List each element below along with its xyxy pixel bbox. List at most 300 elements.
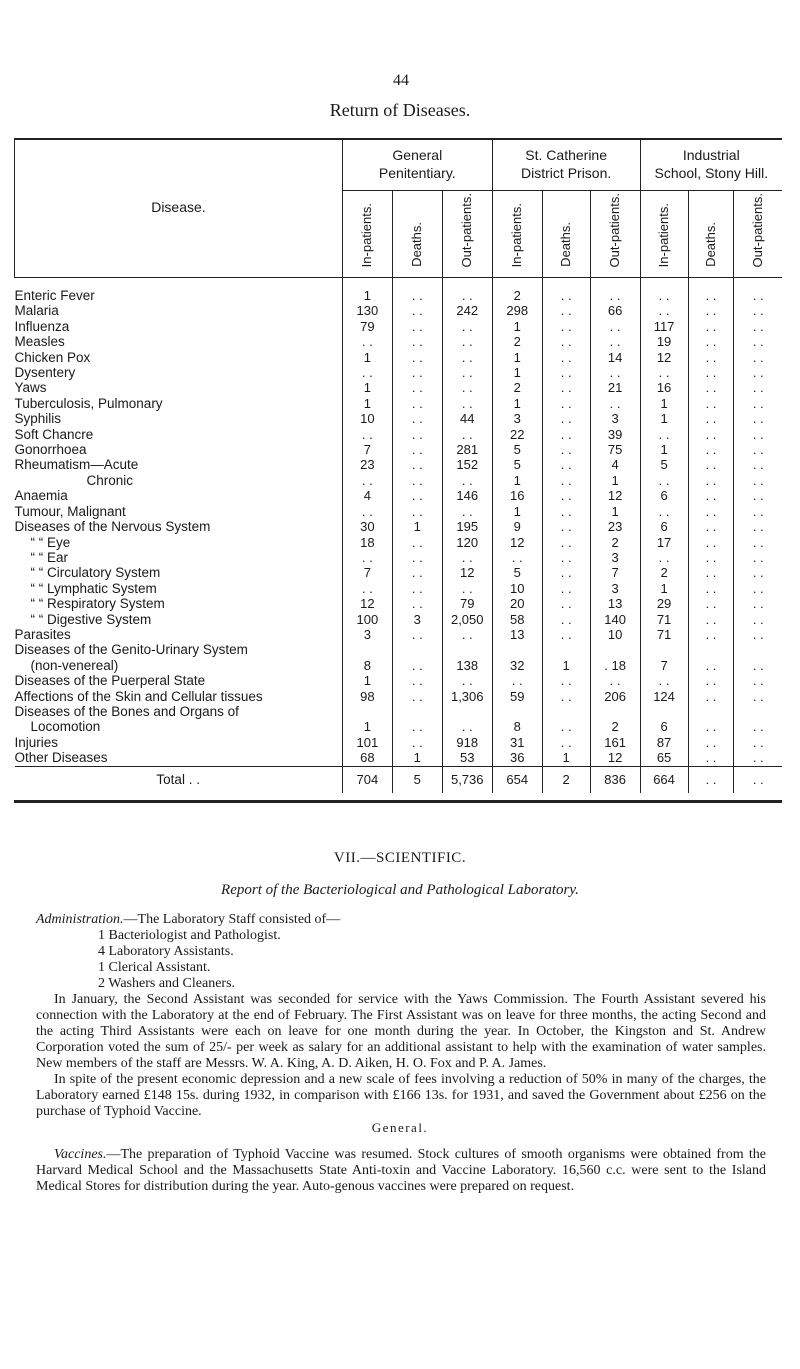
cell-value: 5 bbox=[492, 457, 542, 472]
cell-value: . . bbox=[734, 612, 782, 627]
cell-value: 5 bbox=[492, 442, 542, 457]
cell-value: . . bbox=[734, 278, 782, 304]
cell-value bbox=[392, 704, 442, 719]
cell-value: 12 bbox=[590, 488, 640, 503]
cell-value: 1,306 bbox=[442, 689, 492, 704]
table-row bbox=[15, 673, 783, 688]
disease-name: Yaws bbox=[14, 380, 47, 396]
cell-value: . . bbox=[392, 396, 442, 411]
administration-intro-text: —The Laboratory Staff consisted of— bbox=[123, 912, 341, 927]
disease-name: Soft Chancre bbox=[14, 426, 94, 442]
cell-value: 71 bbox=[640, 627, 688, 642]
cell-value: . . bbox=[640, 550, 688, 565]
disease-name: Locomotion bbox=[30, 719, 101, 735]
cell-value: 117 bbox=[640, 319, 688, 334]
cell-value: 918 bbox=[442, 735, 492, 750]
subcolumn-header bbox=[542, 191, 590, 278]
cell-value: 2 bbox=[590, 535, 640, 550]
cell-value: . . bbox=[734, 750, 782, 766]
group-header-line: District Prison. bbox=[521, 165, 612, 181]
table-row bbox=[15, 303, 783, 318]
cell-value: 664 bbox=[640, 766, 688, 793]
cell-value: 146 bbox=[442, 488, 492, 503]
cell-value: . . bbox=[734, 519, 782, 534]
table-row bbox=[15, 565, 783, 580]
total-row bbox=[15, 766, 783, 793]
disease-name: Syphilis bbox=[14, 411, 62, 427]
cell-value: . . bbox=[688, 658, 734, 673]
cell-value: 138 bbox=[442, 658, 492, 673]
cell-value: . . bbox=[688, 581, 734, 596]
cell-value: 5 bbox=[492, 565, 542, 580]
cell-value: 206 bbox=[590, 689, 640, 704]
cell-value: . . bbox=[542, 519, 590, 534]
cell-value: . . bbox=[590, 334, 640, 349]
cell-value: 79 bbox=[342, 319, 392, 334]
cell-value: . . bbox=[542, 442, 590, 457]
cell-value: . . bbox=[342, 334, 392, 349]
cell-value: . . bbox=[542, 411, 590, 426]
disease-name: Injuries bbox=[14, 734, 59, 750]
subcolumn-label: In-patients. bbox=[359, 202, 375, 267]
cell-value: . . bbox=[688, 673, 734, 688]
table-row bbox=[15, 535, 783, 550]
cell-value: . 18 bbox=[590, 658, 640, 673]
cell-value: 71 bbox=[640, 612, 688, 627]
cell-value: 2 bbox=[492, 278, 542, 304]
cell-value: 2 bbox=[590, 719, 640, 734]
table-row bbox=[15, 334, 783, 349]
cell-value: 2,050 bbox=[442, 612, 492, 627]
cell-value bbox=[542, 704, 590, 719]
cell-value: 2 bbox=[640, 565, 688, 580]
table-row bbox=[15, 719, 783, 734]
disease-name: Tumour, Malignant bbox=[14, 503, 126, 519]
cell-value: 12 bbox=[640, 350, 688, 365]
cell-value: . . bbox=[688, 319, 734, 334]
disease-name: Diseases of the Bones and Organs of bbox=[14, 703, 239, 719]
group-header-district-prison bbox=[492, 138, 640, 191]
cell-value: . . bbox=[734, 565, 782, 580]
report-body bbox=[36, 912, 766, 1120]
cell-value: . . bbox=[688, 519, 734, 534]
table-row bbox=[15, 550, 783, 565]
cell-value: 1 bbox=[492, 350, 542, 365]
cell-value: 31 bbox=[492, 735, 542, 750]
cell-value: . . bbox=[734, 427, 782, 442]
cell-value: 29 bbox=[640, 596, 688, 611]
cell-value: 39 bbox=[590, 427, 640, 442]
report-title: Report of the Bacteriological and Pathological Laboratory. bbox=[221, 882, 579, 898]
cell-value: . . bbox=[442, 380, 492, 395]
cell-value: . . bbox=[688, 719, 734, 734]
cell-value: . . bbox=[392, 427, 442, 442]
cell-value bbox=[442, 642, 492, 657]
cell-value: 3 bbox=[590, 411, 640, 426]
table-row bbox=[15, 442, 783, 457]
cell-value: 6 bbox=[640, 719, 688, 734]
cell-value: . . bbox=[442, 365, 492, 380]
cell-value: . . bbox=[442, 719, 492, 734]
cell-value: . . bbox=[342, 473, 392, 488]
cell-value: 1 bbox=[542, 658, 590, 673]
cell-value: . . bbox=[392, 535, 442, 550]
cell-value: . . bbox=[734, 627, 782, 642]
cell-value: 7 bbox=[342, 442, 392, 457]
cell-value: . . bbox=[542, 365, 590, 380]
cell-value: 140 bbox=[590, 612, 640, 627]
cell-value: 1 bbox=[640, 442, 688, 457]
cell-value: . . bbox=[640, 473, 688, 488]
cell-value: . . bbox=[442, 550, 492, 565]
table-row bbox=[15, 278, 783, 304]
cell-value: 10 bbox=[492, 581, 542, 596]
cell-value: 130 bbox=[342, 303, 392, 318]
cell-value: . . bbox=[734, 365, 782, 380]
cell-value: 124 bbox=[640, 689, 688, 704]
cell-value bbox=[342, 642, 392, 657]
cell-value: 23 bbox=[342, 457, 392, 472]
disease-name: “ “ Circulatory System bbox=[30, 565, 161, 581]
table-row bbox=[15, 396, 783, 411]
administration-label: Administration. bbox=[36, 912, 124, 927]
cell-value: . . bbox=[392, 488, 442, 503]
cell-value: 836 bbox=[590, 766, 640, 793]
cell-value: . . bbox=[392, 658, 442, 673]
table-row bbox=[15, 581, 783, 596]
cell-value bbox=[590, 704, 640, 719]
cell-value: . . bbox=[688, 427, 734, 442]
cell-value: . . bbox=[542, 488, 590, 503]
cell-value: . . bbox=[590, 278, 640, 304]
cell-value: . . bbox=[542, 535, 590, 550]
cell-value: . . bbox=[492, 550, 542, 565]
cell-value: . . bbox=[542, 427, 590, 442]
cell-value: . . bbox=[734, 303, 782, 318]
cell-value: . . bbox=[492, 673, 542, 688]
table-row bbox=[15, 488, 783, 503]
cell-value: 68 bbox=[342, 750, 392, 766]
cell-value: . . bbox=[542, 278, 590, 304]
disease-name: “ “ Respiratory System bbox=[30, 596, 165, 612]
staff-item: 1 Bacteriologist and Pathologist. bbox=[98, 928, 281, 943]
cell-value: . . bbox=[392, 411, 442, 426]
cell-value: . . bbox=[392, 719, 442, 734]
general-heading: General. bbox=[371, 1120, 429, 1135]
cell-value: . . bbox=[640, 303, 688, 318]
cell-value: 1 bbox=[342, 396, 392, 411]
subcolumn-label: Out-patients. bbox=[606, 192, 622, 267]
disease-column-header: Disease. bbox=[15, 138, 343, 278]
table-row bbox=[15, 596, 783, 611]
cell-value: 12 bbox=[342, 596, 392, 611]
cell-value: . . bbox=[392, 627, 442, 642]
cell-value: 120 bbox=[442, 535, 492, 550]
cell-value: 19 bbox=[640, 334, 688, 349]
cell-value: . . bbox=[734, 319, 782, 334]
disease-name: Chronic bbox=[86, 472, 134, 488]
cell-value: 7 bbox=[342, 565, 392, 580]
cell-value: 1 bbox=[492, 365, 542, 380]
cell-value: 87 bbox=[640, 735, 688, 750]
cell-value: . . bbox=[392, 689, 442, 704]
cell-value: . . bbox=[392, 380, 442, 395]
section-heading: VII.—SCIENTIFIC. bbox=[333, 850, 467, 866]
table-row bbox=[15, 642, 783, 657]
cell-value: 7 bbox=[640, 658, 688, 673]
cell-value: . . bbox=[392, 365, 442, 380]
staff-item: 2 Washers and Cleaners. bbox=[98, 976, 236, 991]
page-heading: Return of Diseases. bbox=[329, 100, 471, 120]
cell-value: . . bbox=[734, 488, 782, 503]
cell-value: 8 bbox=[342, 658, 392, 673]
table-row bbox=[15, 411, 783, 426]
cell-value: . . bbox=[442, 278, 492, 304]
cell-value: . . bbox=[542, 380, 590, 395]
cell-value: . . bbox=[442, 427, 492, 442]
cell-value: . . bbox=[442, 673, 492, 688]
cell-value: 242 bbox=[442, 303, 492, 318]
cell-value: 44 bbox=[442, 411, 492, 426]
cell-value: . . bbox=[734, 550, 782, 565]
vaccines-paragraph bbox=[36, 1147, 766, 1195]
disease-name: Diseases of the Puerperal State bbox=[14, 673, 206, 689]
table-row bbox=[15, 658, 783, 673]
staff-changes-paragraph: In January, the Second Assistant was seconded for service with the Yaws Commission. The Fourth Assistant severed his connection with the Laboratory at the end of February. The First Assistant was on leave for three months, the acting Second and the acting Third Assistants were each on leave for one month during the year. In October, the Kingston and St. Andrew Corporation voted the sum of 25/- per week as salary for an additional assistant to help with the examination of water samples. New members of the staff are Messrs. W. A. King, A. D. Aiken, H. O. Fox and P. A. James. bbox=[36, 992, 766, 1071]
subcolumn-label: In-patients. bbox=[655, 202, 671, 267]
subcolumn-header bbox=[734, 191, 782, 278]
cell-value: . . bbox=[734, 334, 782, 349]
cell-value: . . bbox=[392, 596, 442, 611]
subcolumn-label: Out-patients. bbox=[459, 192, 475, 267]
cell-value: . . bbox=[734, 457, 782, 472]
cell-value: 17 bbox=[640, 535, 688, 550]
cell-value: 1 bbox=[590, 473, 640, 488]
cell-value: 6 bbox=[640, 488, 688, 503]
cell-value bbox=[492, 704, 542, 719]
cell-value: . . bbox=[392, 565, 442, 580]
disease-name: Measles bbox=[14, 334, 65, 350]
cell-value: . . bbox=[688, 278, 734, 304]
group-header-line: Industrial bbox=[682, 146, 740, 163]
disease-name: Influenza bbox=[14, 318, 70, 334]
group-header-industrial-school bbox=[640, 138, 782, 191]
cell-value: . . bbox=[392, 581, 442, 596]
cell-value: . . bbox=[734, 442, 782, 457]
cell-value: 18 bbox=[342, 535, 392, 550]
disease-name: “ “ Ear bbox=[30, 549, 69, 565]
cell-value: . . bbox=[542, 689, 590, 704]
cell-value: . . bbox=[734, 766, 782, 793]
cell-value: 152 bbox=[442, 457, 492, 472]
cell-value: . . bbox=[640, 673, 688, 688]
cell-value: . . bbox=[392, 350, 442, 365]
cell-value bbox=[342, 704, 392, 719]
cell-value: . . bbox=[442, 396, 492, 411]
cell-value: 1 bbox=[492, 504, 542, 519]
cell-value bbox=[640, 642, 688, 657]
group-header-general-penitentiary bbox=[342, 138, 492, 191]
cell-value bbox=[688, 642, 734, 657]
cell-value: 1 bbox=[392, 750, 442, 766]
cell-value: . . bbox=[640, 278, 688, 304]
cell-value: 4 bbox=[342, 488, 392, 503]
cell-value: . . bbox=[342, 504, 392, 519]
cell-value: . . bbox=[734, 719, 782, 734]
cell-value: 36 bbox=[492, 750, 542, 766]
cell-value bbox=[442, 704, 492, 719]
cell-value: 3 bbox=[590, 581, 640, 596]
cell-value: 1 bbox=[492, 396, 542, 411]
cell-value: 5 bbox=[392, 766, 442, 793]
cell-value: 1 bbox=[640, 396, 688, 411]
cell-value: 14 bbox=[590, 350, 640, 365]
cell-value bbox=[640, 704, 688, 719]
cell-value: 1 bbox=[640, 581, 688, 596]
table-row bbox=[15, 519, 783, 534]
administration-intro bbox=[36, 912, 766, 928]
cell-value: 66 bbox=[590, 303, 640, 318]
cell-value: . . bbox=[734, 735, 782, 750]
table-row bbox=[15, 704, 783, 719]
cell-value: . . bbox=[542, 457, 590, 472]
cell-value: . . bbox=[542, 565, 590, 580]
cell-value: 79 bbox=[442, 596, 492, 611]
disease-name: Chicken Pox bbox=[14, 349, 91, 365]
group-header-line: St. Catherine bbox=[525, 146, 608, 163]
cell-value: 22 bbox=[492, 427, 542, 442]
disease-name: Diseases of the Genito-Urinary System bbox=[14, 642, 248, 658]
table-row bbox=[15, 457, 783, 472]
table-row bbox=[15, 627, 783, 642]
cell-value: . . bbox=[542, 334, 590, 349]
cell-value: . . bbox=[688, 411, 734, 426]
disease-name: “ “ Eye bbox=[30, 534, 71, 550]
cell-value: . . bbox=[542, 673, 590, 688]
cell-value: 53 bbox=[442, 750, 492, 766]
cell-value bbox=[542, 642, 590, 657]
table-row bbox=[15, 350, 783, 365]
table-row bbox=[15, 473, 783, 488]
cell-value: . . bbox=[688, 350, 734, 365]
cell-value: 32 bbox=[492, 658, 542, 673]
cell-value: 704 bbox=[342, 766, 392, 793]
cell-value: 12 bbox=[590, 750, 640, 766]
cell-value: 1 bbox=[640, 411, 688, 426]
cell-value: . . bbox=[688, 596, 734, 611]
disease-name: Rheumatism—Acute bbox=[14, 457, 139, 473]
cell-value: . . bbox=[688, 442, 734, 457]
table-row bbox=[15, 750, 783, 766]
table-row bbox=[15, 689, 783, 704]
vaccines-text: —The preparation of Typhoid Vaccine was resumed. Stock cultures of smooth organisms were obtained from the Harvard Medical School and the Massachusetts State Anti-toxin and Vaccine Laboratory. 16,560 c.c. were sent to the Island Medical Stores for distribution during the year. Auto-genous vaccines were prepared on request. bbox=[36, 1147, 766, 1194]
group-header-line: Penitentiary. bbox=[378, 165, 456, 181]
cell-value: 59 bbox=[492, 689, 542, 704]
cell-value: . . bbox=[542, 303, 590, 318]
cell-value: 654 bbox=[492, 766, 542, 793]
cell-value: . . bbox=[442, 334, 492, 349]
cell-value: 7 bbox=[590, 565, 640, 580]
disease-name: (non-venereal) bbox=[30, 657, 119, 673]
cell-value: . . bbox=[688, 365, 734, 380]
cell-value: . . bbox=[542, 719, 590, 734]
cell-value: . . bbox=[442, 319, 492, 334]
disease-name: “ “ Digestive System bbox=[30, 611, 152, 627]
table-row bbox=[15, 319, 783, 334]
cell-value: . . bbox=[590, 673, 640, 688]
cell-value: 20 bbox=[492, 596, 542, 611]
cell-value: . . bbox=[734, 658, 782, 673]
cell-value: . . bbox=[542, 504, 590, 519]
cell-value: 58 bbox=[492, 612, 542, 627]
table-row bbox=[15, 427, 783, 442]
cell-value: 1 bbox=[542, 750, 590, 766]
cell-value: . . bbox=[442, 581, 492, 596]
cell-value bbox=[734, 704, 782, 719]
cell-value: . . bbox=[542, 596, 590, 611]
cell-value: 195 bbox=[442, 519, 492, 534]
cell-value bbox=[688, 704, 734, 719]
cell-value: . . bbox=[542, 612, 590, 627]
cell-value: . . bbox=[688, 550, 734, 565]
cell-value: . . bbox=[392, 673, 442, 688]
cell-value: 2 bbox=[492, 334, 542, 349]
cell-value: . . bbox=[688, 627, 734, 642]
cell-value: . . bbox=[442, 504, 492, 519]
cell-value: 10 bbox=[590, 627, 640, 642]
cell-value: . . bbox=[688, 689, 734, 704]
cell-value: . . bbox=[688, 380, 734, 395]
cell-value: . . bbox=[542, 319, 590, 334]
cell-value: 1 bbox=[492, 319, 542, 334]
page-number: 44 bbox=[393, 72, 409, 89]
cell-value: . . bbox=[392, 278, 442, 304]
cell-value: 3 bbox=[590, 550, 640, 565]
cell-value: 6 bbox=[640, 519, 688, 534]
return-of-diseases-table bbox=[14, 138, 782, 793]
cell-value: . . bbox=[688, 565, 734, 580]
cell-value: . . bbox=[590, 396, 640, 411]
cell-value: . . bbox=[734, 396, 782, 411]
disease-name: Affections of the Skin and Cellular tissues bbox=[14, 688, 263, 704]
table-row bbox=[15, 612, 783, 627]
cell-value: 13 bbox=[590, 596, 640, 611]
cell-value: . . bbox=[734, 581, 782, 596]
cell-value: 8 bbox=[492, 719, 542, 734]
subcolumn-label: Deaths. bbox=[409, 222, 425, 267]
cell-value: . . bbox=[688, 766, 734, 793]
cell-value: 21 bbox=[590, 380, 640, 395]
group-header-line: General bbox=[392, 146, 443, 163]
disease-name: Gonorrhoea bbox=[14, 442, 87, 458]
cell-value: . . bbox=[688, 334, 734, 349]
cell-value: 1 bbox=[342, 278, 392, 304]
subcolumn-label: Deaths. bbox=[702, 222, 718, 267]
cell-value: 2 bbox=[492, 380, 542, 395]
cell-value: . . bbox=[342, 427, 392, 442]
cell-value: 100 bbox=[342, 612, 392, 627]
cell-value: 5 bbox=[640, 457, 688, 472]
cell-value: 23 bbox=[590, 519, 640, 534]
cell-value: . . bbox=[734, 380, 782, 395]
cell-value: 10 bbox=[342, 411, 392, 426]
subcolumn-header bbox=[442, 191, 492, 278]
cell-value: . . bbox=[542, 550, 590, 565]
cell-value: . . bbox=[392, 473, 442, 488]
cell-value: . . bbox=[688, 735, 734, 750]
cell-value: . . bbox=[590, 365, 640, 380]
disease-name: Parasites bbox=[14, 626, 71, 642]
